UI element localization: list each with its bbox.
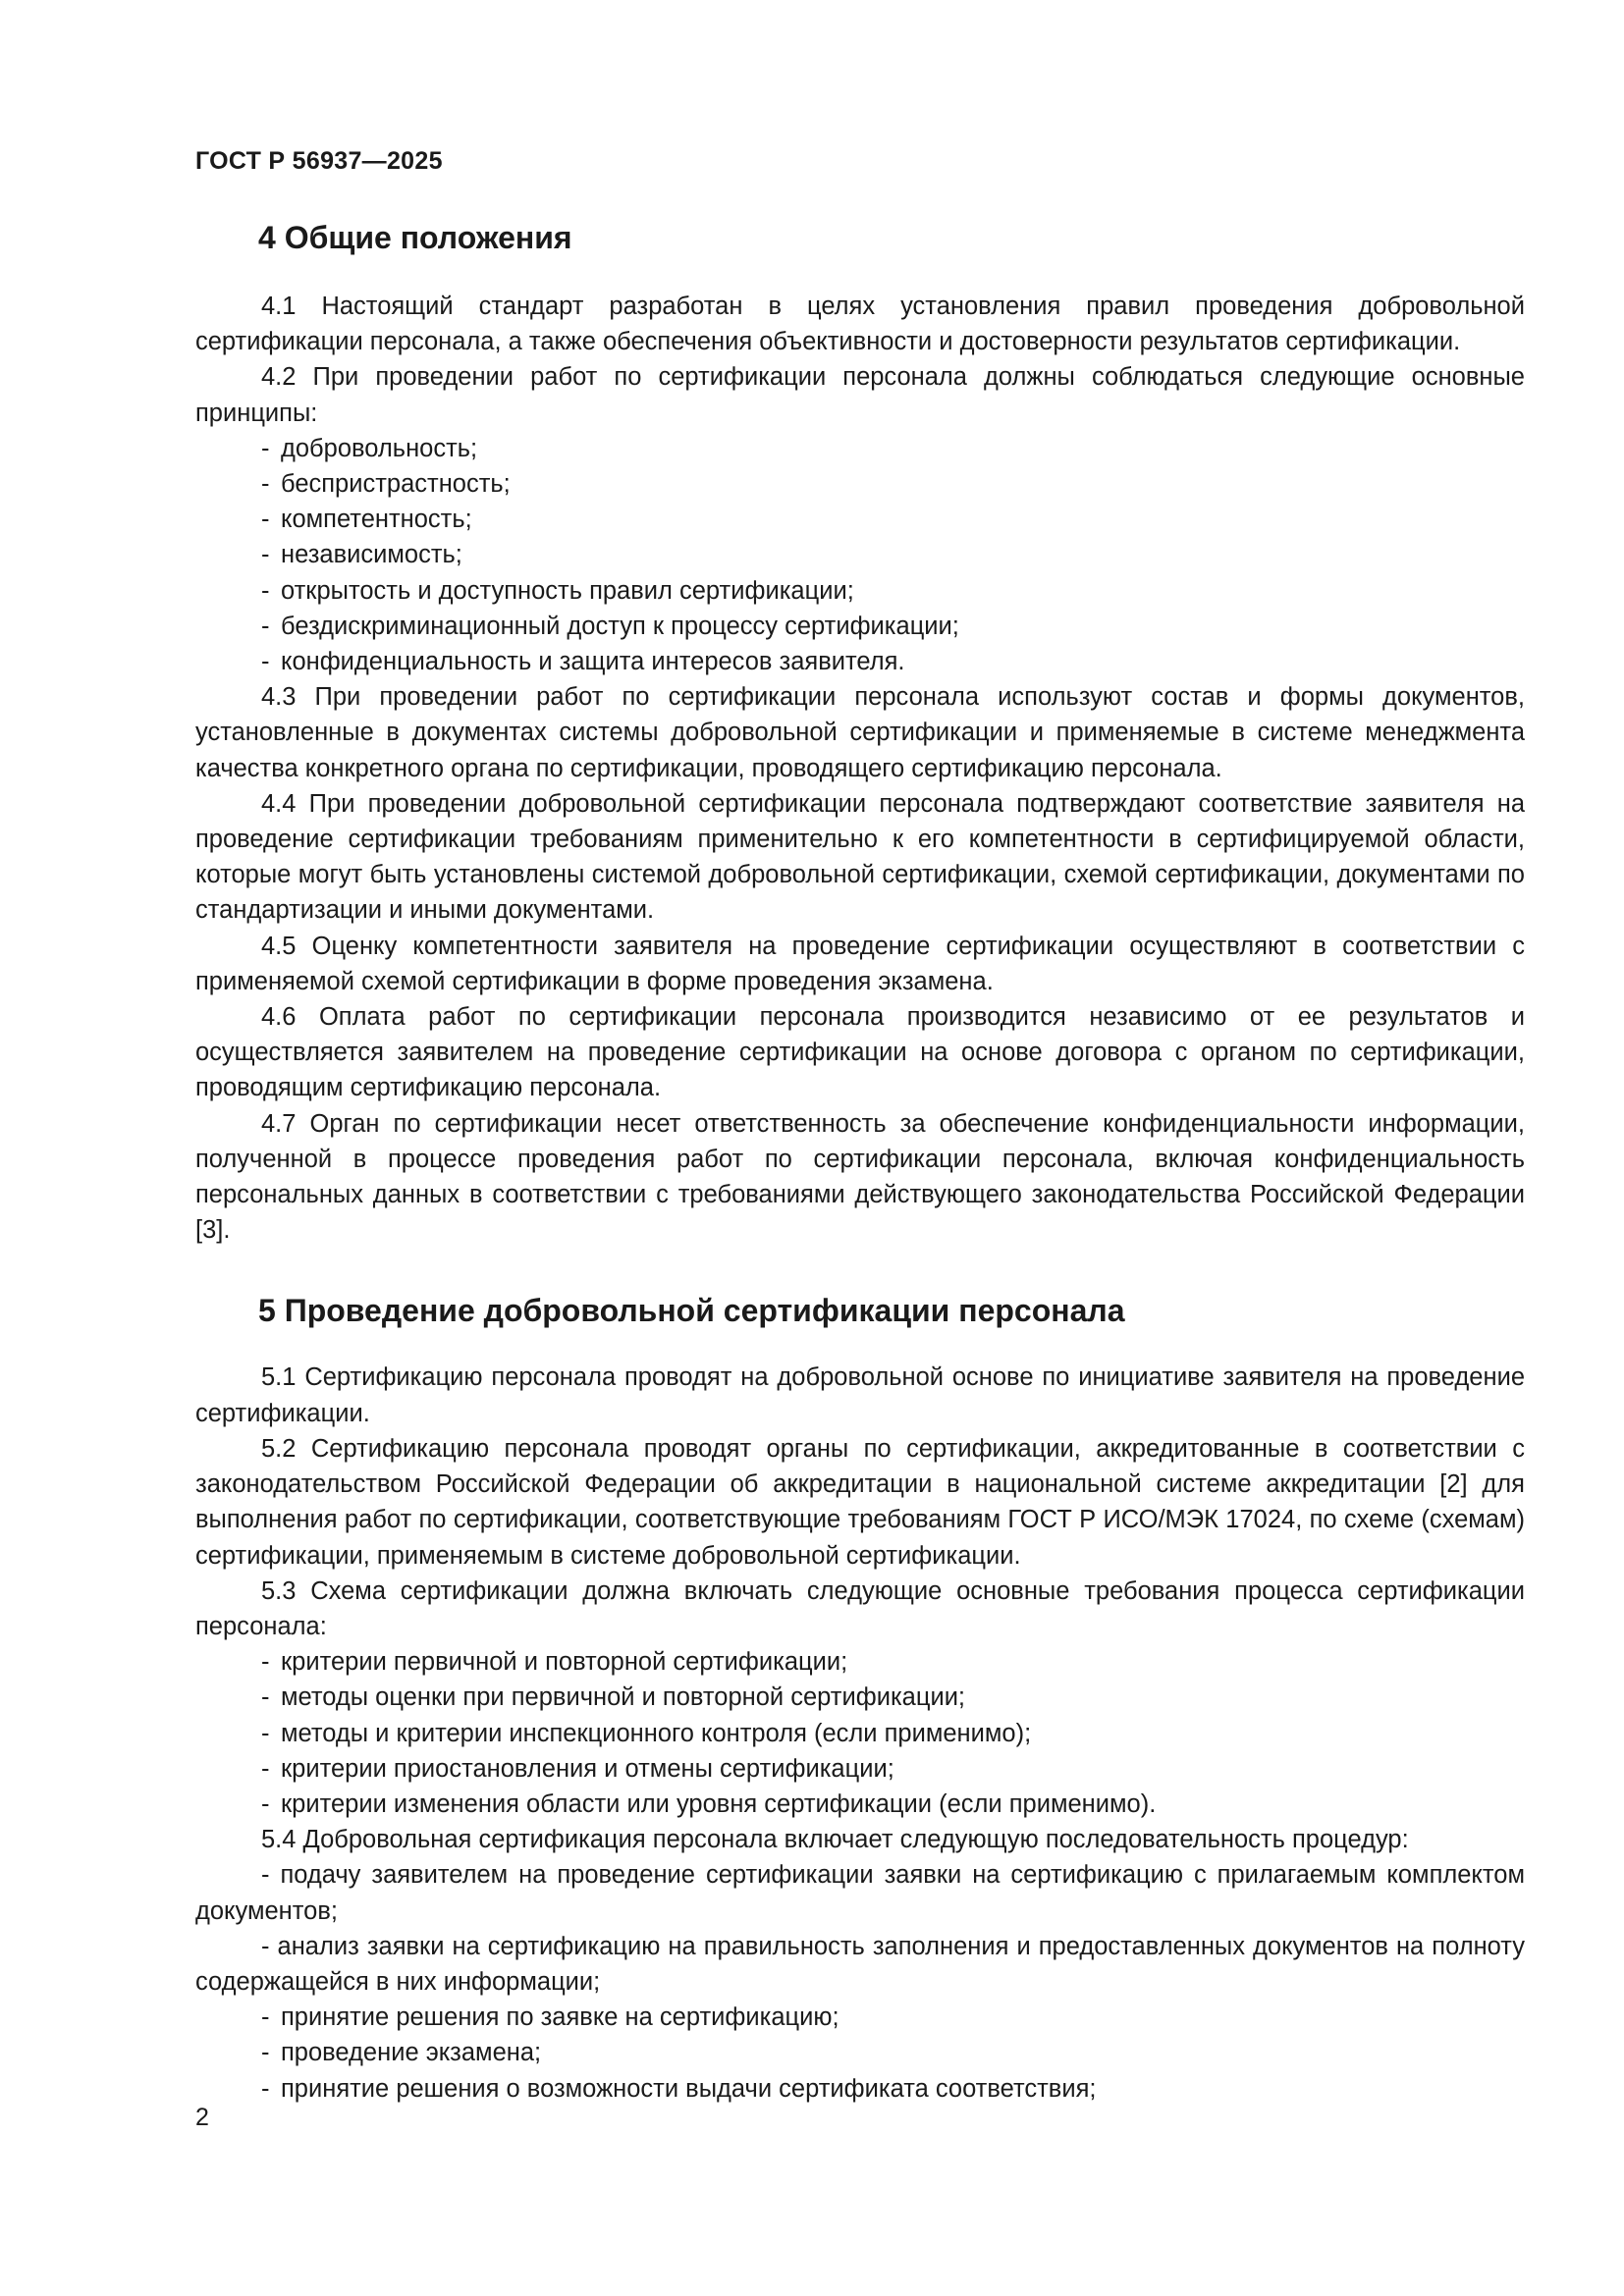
paragraph-5-3: 5.3 Схема сертификации должна включать следующие основные требования процесса сертификации персонала: <box>195 1576 1525 1640</box>
list-item: - методы оценки при первичной и повторной сертификации; <box>261 1683 966 1712</box>
list-item: - принятие решения по заявке на сертификацию; <box>261 2003 839 2032</box>
paragraph-5-2: 5.2 Сертификацию персонала проводят органы по сертификации, аккредитованные в соответствии с законодательством Российской Федерации об аккредитации в национальной системе аккредитации [2] для выполнения работ по сертификации, соответствующие требованиям ГОСТ Р ИСО/МЭК 17024, по схеме (схемам) сертификации, применяемым в системе добровольной сертификации. <box>195 1434 1525 1570</box>
paragraph-4-7: 4.7 Орган по сертификации несет ответственность за обеспечение конфиденциальности информации, полученной в процессе проведения работ по сертификации персонала, включая конфиденциальность персональных данных в соответствии с требованиями действующего законодательства Российской Федерации [3]. <box>195 1109 1525 1245</box>
document-code-header: ГОСТ Р 56937—2025 <box>195 147 443 175</box>
list-item: - анализ заявки на сертификацию на правильность заполнения и предоставленных документов на полноту содержащейся в них информации; <box>195 1932 1525 1996</box>
paragraph-4-6: 4.6 Оплата работ по сертификации персонала производится независимо от ее результатов и осуществляется заявителем на проведение сертификации на основе договора с органом по сертификации, проводящим сертификацию персонала. <box>195 1003 1525 1102</box>
list-item: - открытость и доступность правил сертификации; <box>261 576 854 605</box>
list-item: - проведение экзамена; <box>261 2039 542 2067</box>
paragraph-5-4: 5.4 Добровольная сертификация персонала включает следующую последовательность процедур: <box>261 1826 1409 1854</box>
paragraph-4-2: 4.2 При проведении работ по сертификации персонала должны соблюдаться следующие основные принципы: <box>195 363 1525 427</box>
list-item: - добровольность; <box>261 434 478 462</box>
paragraph-4-1: 4.1 Настоящий стандарт разработан в целях установления правил проведения добровольной сертификации персонала, а также обеспечения объективности и достоверности результатов сертификации. <box>195 293 1525 356</box>
list-item: - критерии первичной и повторной сертификации; <box>261 1648 848 1677</box>
list-item: - конфиденциальность и защита интересов заявителя. <box>261 648 905 676</box>
procedures-list <box>195 1857 1525 2106</box>
section-5-heading: 5 Проведение добровольной сертификации персонала <box>258 1293 1125 1329</box>
page-number: 2 <box>195 2104 209 2131</box>
list-item: - независимость; <box>261 541 462 569</box>
paragraph-4-4: 4.4 При проведении добровольной сертификации персонала подтверждают соответствие заявителя на проведение сертификации требованиям применительно к его компетентности в сертифицируемой области, которые могут быть установлены системой добровольной сертификации, схемой сертификации, документами по стандартизации и иными документами. <box>195 789 1525 925</box>
list-item: - компетентность; <box>261 506 472 534</box>
document-body <box>195 218 1525 2107</box>
requirements-list <box>195 1644 1525 1822</box>
paragraph-4-5: 4.5 Оценку компетентности заявителя на проведение сертификации осуществляют в соответствии с применяемой схемой сертификации в форме проведения экзамена. <box>195 932 1525 995</box>
list-item: - методы и критерии инспекционного контроля (если применимо); <box>261 1719 1032 1747</box>
list-item: - критерии изменения области или уровня сертификации (если применимо). <box>261 1789 1157 1818</box>
principles-list <box>195 431 1525 679</box>
section-4-heading: 4 Общие положения <box>258 220 572 255</box>
paragraph-4-3: 4.3 При проведении работ по сертификации персонала используют состав и формы документов, установленные в документах системы добровольной сертификации и применяемые в системе менеджмента качества конкретного органа по сертификации, проводящего сертификацию персонала. <box>195 683 1525 782</box>
list-item: - критерии приостановления и отмены сертификации; <box>261 1754 894 1783</box>
list-item: - подачу заявителем на проведение сертификации заявки на сертификацию с прилагаемым комплектом документов; <box>195 1861 1525 1925</box>
list-item: - беспристрастность; <box>261 470 511 499</box>
list-item: - бездискриминационный доступ к процессу сертификации; <box>261 612 959 640</box>
paragraph-5-1: 5.1 Сертификацию персонала проводят на добровольной основе по инициативе заявителя на проведение сертификации. <box>195 1363 1525 1427</box>
list-item: - принятие решения о возможности выдачи сертификата соответствия; <box>261 2074 1097 2103</box>
